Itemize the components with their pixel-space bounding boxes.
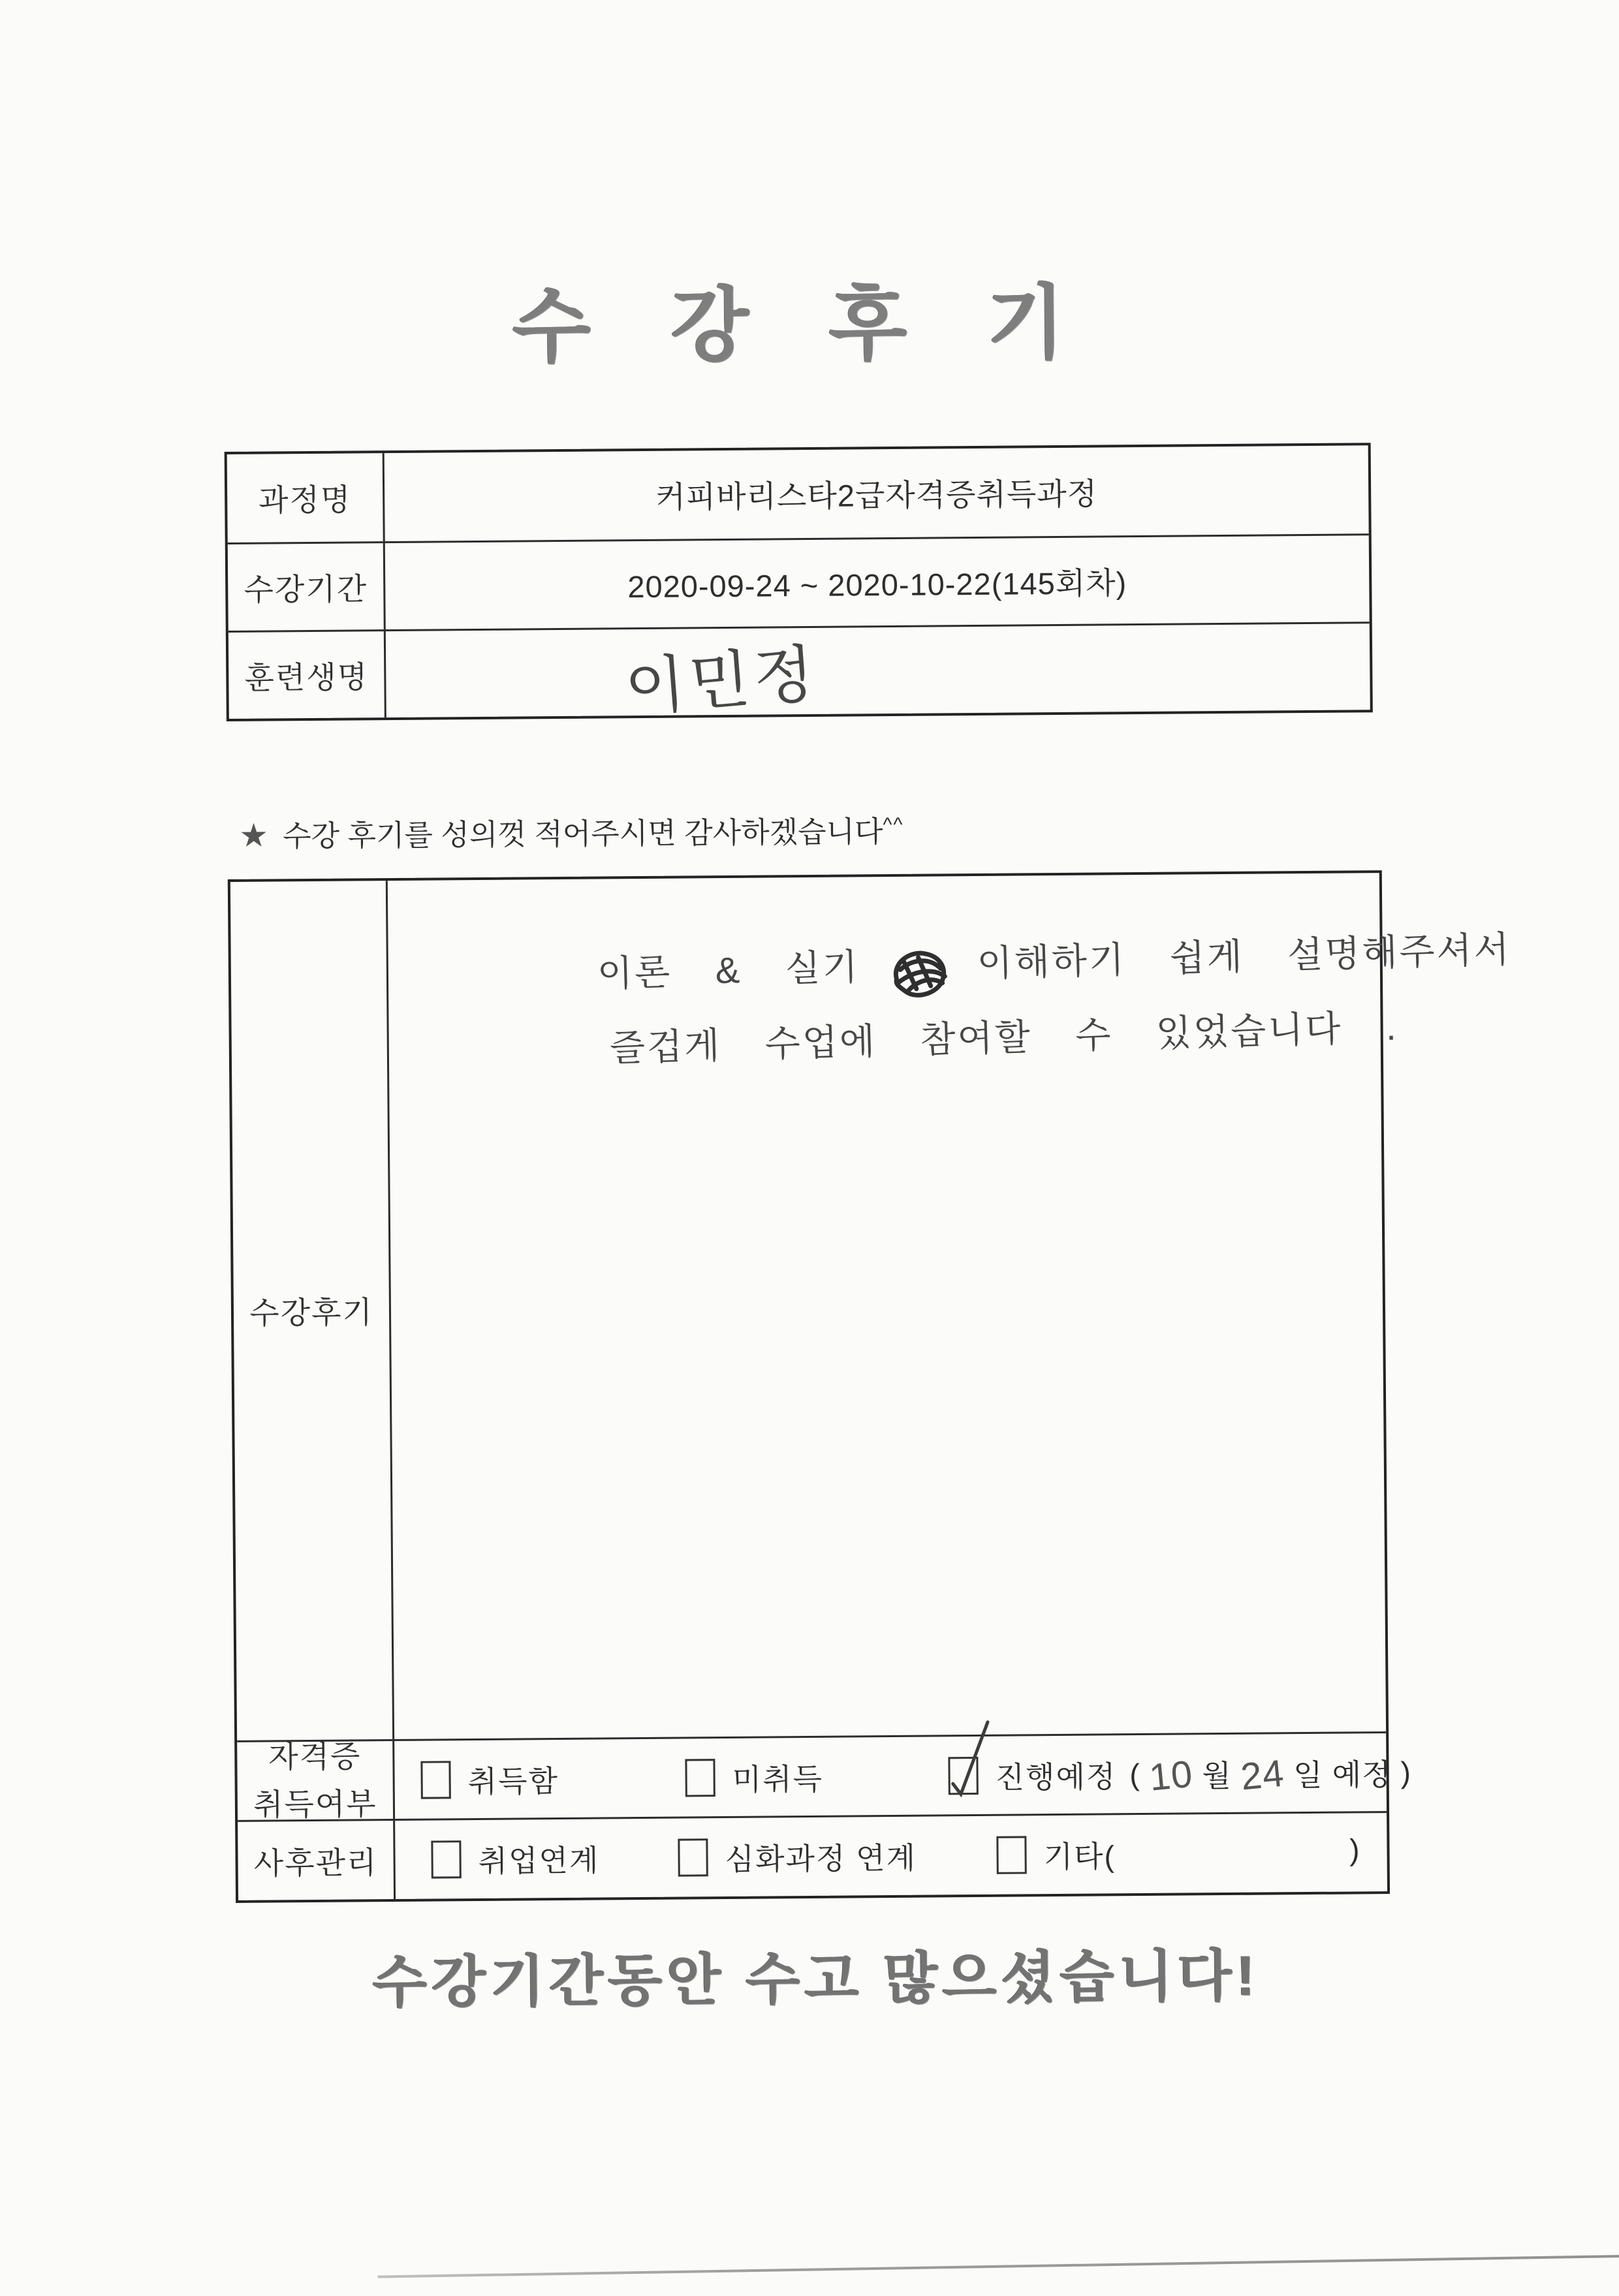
review-label: 수강후기 [249,1295,373,1330]
schedule-suffix: 예정 [1332,1757,1392,1792]
followup-option-employment-label: 취업연계 [478,1843,600,1879]
checkbox-employment-link[interactable] [431,1840,461,1878]
checkbox-not-acquired[interactable] [685,1759,715,1797]
cert-option-acquired-label: 취득함 [467,1763,559,1799]
course-name-value: 커피바리스타2급자격증취득과정 [383,445,1369,541]
month-value-handwritten: 10 [1147,1752,1195,1799]
day-unit: 일 [1293,1757,1323,1792]
course-period-label: 수강기간 [228,541,384,631]
page-title: 수 강 후 기 [512,277,1094,373]
checkbox-acquired[interactable] [420,1761,450,1799]
followup-option-advanced [678,1834,917,1879]
review-handwritten-line-1 [597,920,1512,1004]
review-line1-end: 이해하기 쉽게 설명해주셔서 [976,928,1512,984]
review-line1-start: 이론 & 실기 [597,946,860,994]
cert-option-not-acquired [685,1755,823,1799]
instruction-text: 수강 후기를 성의껏 적어주시면 감사하겠습니다 [282,815,883,853]
followup-option-advanced-label: 심화과정 연계 [725,1840,917,1877]
followup-label: 사후관리 [238,1819,394,1900]
followup-option-other [996,1832,1116,1876]
followup-option-other-label: 기타( [1043,1839,1116,1874]
closing-message: 수강기간동안 수고 많으셨습니다! [372,1944,1260,2015]
instruction-note [239,808,904,855]
checkbox-scheduled[interactable] [948,1756,978,1794]
cert-option-scheduled [948,1750,1411,1798]
review-line2-text: 즐겁게 수업에 참여할 수 있었습니다 . [609,1006,1399,1069]
smiley-emoticon: ^^ [883,813,904,836]
checkbox-other[interactable] [996,1836,1026,1874]
ink-scribble [887,945,951,1002]
course-period-value: 2020-09-24 ~ 2020-10-22(145회차) [383,533,1370,629]
followup-options-cell [393,1811,1387,1899]
certificate-status-label [237,1739,393,1820]
certificate-label-line2: 취득여부 [253,1785,377,1822]
cert-option-acquired [420,1757,559,1802]
review-table [228,870,1512,1903]
cert-option-scheduled-label: 진행예정 [995,1759,1117,1795]
other-close-paren: ) [1349,1832,1360,1867]
course-info-table [225,443,1373,721]
open-paren: ( [1129,1757,1140,1791]
trainee-name-cell [384,621,1370,723]
review-handwritten-line-2 [609,998,1399,1072]
certificate-options-cell [392,1731,1411,1819]
star-icon: ★ [239,817,269,854]
trainee-name-label: 훈련생명 [228,629,385,719]
scheduled-date [1129,1750,1411,1799]
close-paren: ) [1400,1755,1411,1789]
course-name-label: 과정명 [258,482,352,518]
checkbox-advanced-course[interactable] [678,1838,708,1876]
month-unit: 월 [1201,1758,1232,1793]
cert-option-not-acquired-label: 미취득 [732,1761,824,1797]
certificate-label-line1: 자격증 [268,1738,362,1774]
review-content-cell [386,873,1512,1739]
trainee-name-handwritten: 이민정 [622,638,821,723]
followup-option-employment [431,1837,599,1881]
scan-artifact-line [378,2255,1619,2278]
day-value-handwritten: 24 [1238,1752,1287,1799]
